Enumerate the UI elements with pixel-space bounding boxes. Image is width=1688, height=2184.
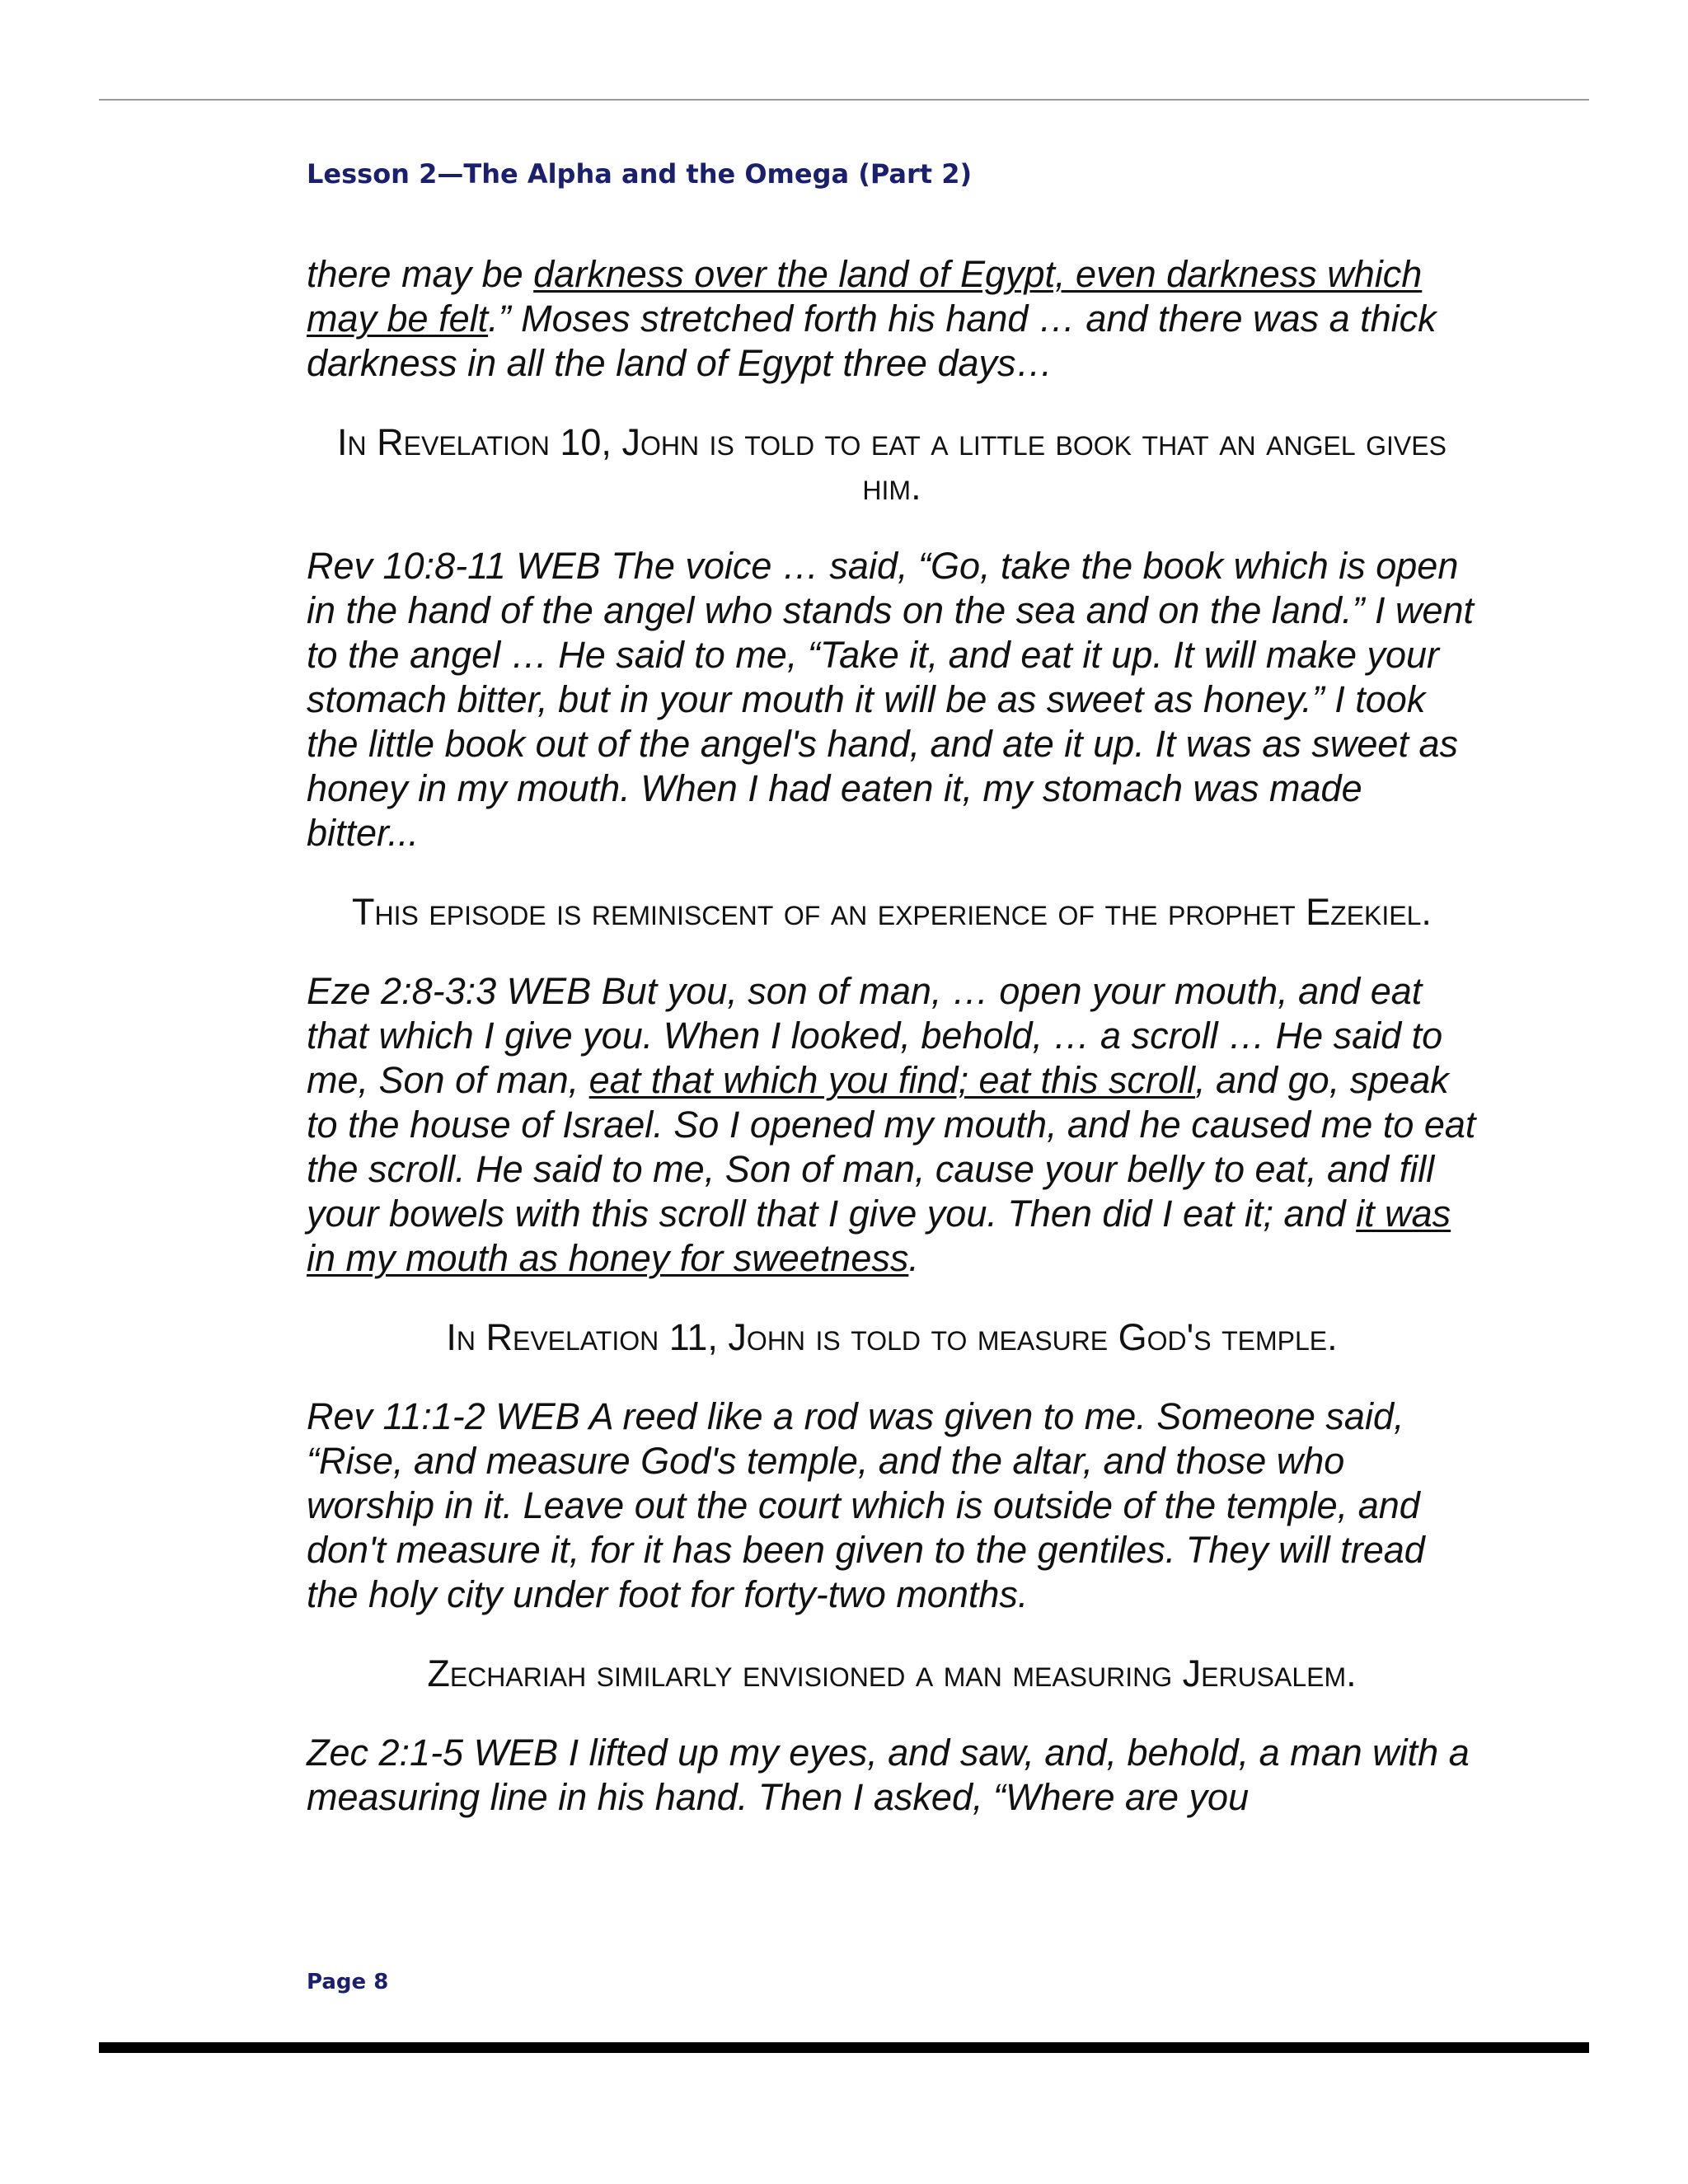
page-number: Page 8 (307, 1970, 389, 1994)
section-heading: This episode is reminiscent of an experience of the prophet Ezekiel. (352, 891, 1432, 933)
revelation-10-quote: Rev 10:8-11 WEB The voice … said, “Go, take the book which is open in the hand of the angel who stands on the sea and on the land.” I went to the angel … He said to me, “Take it, and eat it up. It will make your stomach bitter, but in your mouth it will be as sweet as honey.” I took the little book out of the angel's hand, and ate it up. It was as sweet as honey in my mouth. When I had eaten it, my stomach was made bitter... (307, 545, 1475, 854)
quote-text: .” Moses stretched forth his hand … and there was a thick darkness in all the land of Egypt three days… (307, 298, 1437, 384)
exodus-quote (307, 252, 1477, 386)
quote-text: , and go, speak to the house of Israel. So I opened my mouth, and he caused me to eat the scroll. He said to me, Son of man, cause your belly to eat, and fill your bowels with this scroll that I give you. Then did I eat it; and (307, 1059, 1476, 1235)
lesson-title: Lesson 2—The Alpha and the Omega (Part 2) (307, 158, 973, 190)
quote-text: Eze 2:8-3:3 WEB But you, son of man, … open your mouth, and eat that which I give you. When I looked, behold, … a scroll … He said to me, Son of man, (307, 970, 1443, 1101)
section-heading: In Revelation 11, John is told to measure God's temple. (446, 1316, 1338, 1358)
ezekiel-quote (307, 969, 1477, 1281)
quote-text: there may be (307, 253, 534, 295)
underlined-phrase: darkness over the land of Egypt, even darkness which may be felt (307, 253, 1423, 340)
underlined-phrase: eat that which you find; eat this scroll (588, 1059, 1196, 1101)
underlined-phrase: it was in my mouth as honey for sweetness (307, 1193, 1451, 1279)
header-rule (99, 99, 1589, 101)
quote-text: . (908, 1237, 919, 1279)
zechariah-quote: Zec 2:1-5 WEB I lifted up my eyes, and saw, and, behold, a man with a measuring line in his hand. Then I asked, “Where are you (307, 1732, 1470, 1818)
section-heading: In Revelation 10, John is told to eat a little book that an angel gives him. (337, 421, 1447, 508)
footer-rule (99, 2042, 1589, 2053)
section-heading: Zechariah similarly envisioned a man measuring Jerusalem. (427, 1652, 1357, 1694)
revelation-11-quote: Rev 11:1-2 WEB A reed like a rod was given to me. Someone said, “Rise, and measure God's temple, and the altar, and those who worship in it. Leave out the court which is outside of the temple, and don't measure it, for it has been given to the gentiles. They will tread the holy city under foot for forty-two months. (307, 1395, 1425, 1615)
page-body (307, 252, 1477, 1854)
